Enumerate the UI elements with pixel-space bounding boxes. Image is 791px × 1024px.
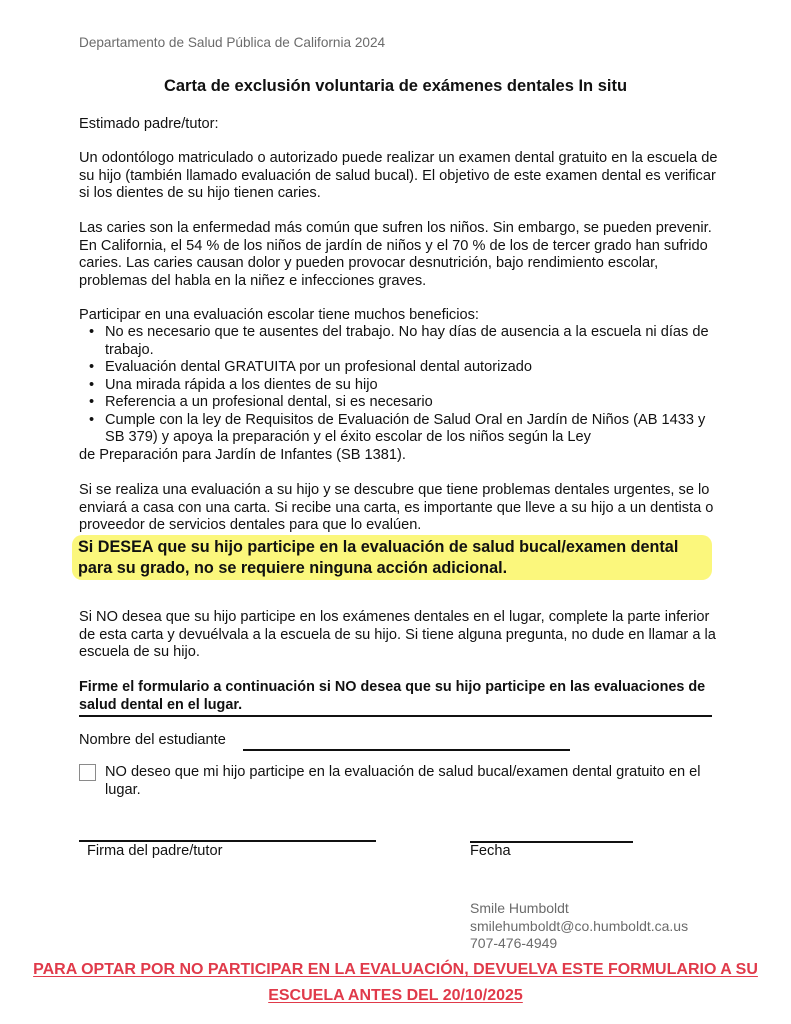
signature-label: Firma del padre/tutor	[87, 843, 223, 859]
list-item: • Evaluación dental GRATUITA por un profesional dental autorizado	[79, 359, 719, 377]
greeting: Estimado padre/tutor:	[79, 116, 219, 132]
form-instruction: Firme el formulario a continuación si NO desea que su hijo participe en las evaluaciones de salud dental en el lugar.	[79, 679, 706, 713]
list-item: • Una mirada rápida a los dientes de su hijo	[79, 377, 719, 395]
contact-email: smilehumboldt@co.humboldt.ca.us	[470, 917, 689, 934]
contact-block	[470, 900, 688, 953]
highlighted-note: Si DESEA que su hijo participe en la evaluación de salud bucal/examen dental para su grado, no se requiere ninguna acción adicional.	[72, 535, 712, 580]
caries-paragraph: Las caries son la enfermedad más común que sufren los niños. Sin embargo, se pueden prevenir. En California, el 54 % de los niños de jardín de niños y el 70 % de los de tercer grado han sufrido caries. Las caries causan dolor y pueden provocar desnutrición, bajo rendimiento escolar, problemas del habla en la niñez e infecciones graves.	[79, 220, 712, 289]
return-deadline-notice	[0, 957, 791, 1009]
optout-instructions: Si NO desea que su hijo participe en los exámenes dentales en el lugar, complete la parte inferior de esta carta y devuélvala a la escuela de su hijo. Si tiene alguna pregunta, no dude en llamar a la escuela de su hijo.	[79, 609, 716, 660]
optout-checkbox-label: NO deseo que mi hijo participe en la evaluación de salud bucal/examen dental gratuito en el lugar.	[105, 764, 701, 798]
footer-line-1: PARA OPTAR POR NO PARTICIPAR EN LA EVALUACIÓN, DEVUELVA ESTE FORMULARIO A SU	[33, 961, 758, 978]
page-title: Carta de exclusión voluntaria de exámenes dentales In situ	[163, 77, 628, 95]
benefits-list	[79, 324, 719, 447]
contact-org: Smile Humboldt	[470, 900, 569, 916]
benefits-intro: Participar en una evaluación escolar tiene muchos beneficios:	[79, 307, 479, 323]
page-header: Departamento de Salud Pública de California 2024	[79, 35, 386, 50]
list-item: • No es necesario que te ausentes del trabajo. No hay días de ausencia a la escuela ni días de trabajo.	[79, 324, 719, 359]
list-item: • Cumple con la ley de Requisitos de Evaluación de Salud Oral en Jardín de Niños (AB 1433 y SB 379) y apoya la preparación y el éxito escolar de los niños según la Ley	[79, 412, 719, 447]
student-name-field[interactable]	[243, 749, 570, 751]
contact-phone: 707-476-4949	[470, 935, 558, 951]
urgent-paragraph: Si se realiza una evaluación a su hijo y se descubre que tiene problemas dentales urgentes, se lo enviará a casa con una carta. Si recibe una carta, es importante que lleve a su hijo a un dentista o proveedor de servicios dentales para que lo evalúen.	[79, 482, 714, 533]
benefits-tail: de Preparación para Jardín de Infantes (SB 1381).	[79, 447, 406, 463]
list-item: • Referencia a un profesional dental, si es necesario	[79, 394, 719, 412]
student-name-label: Nombre del estudiante	[79, 732, 226, 748]
footer-line-2: ESCUELA ANTES DEL 20/10/2025	[268, 987, 523, 1004]
date-label: Fecha	[470, 843, 511, 859]
signature-field[interactable]	[79, 840, 376, 842]
intro-paragraph: Un odontólogo matriculado o autorizado puede realizar un examen dental gratuito en la escuela de su hijo (también llamado evaluación de salud bucal). El objetivo de este examen dental es verificar si los dientes de su hijo tienen caries.	[79, 150, 718, 201]
divider	[79, 715, 712, 717]
optout-checkbox[interactable]	[79, 764, 96, 781]
